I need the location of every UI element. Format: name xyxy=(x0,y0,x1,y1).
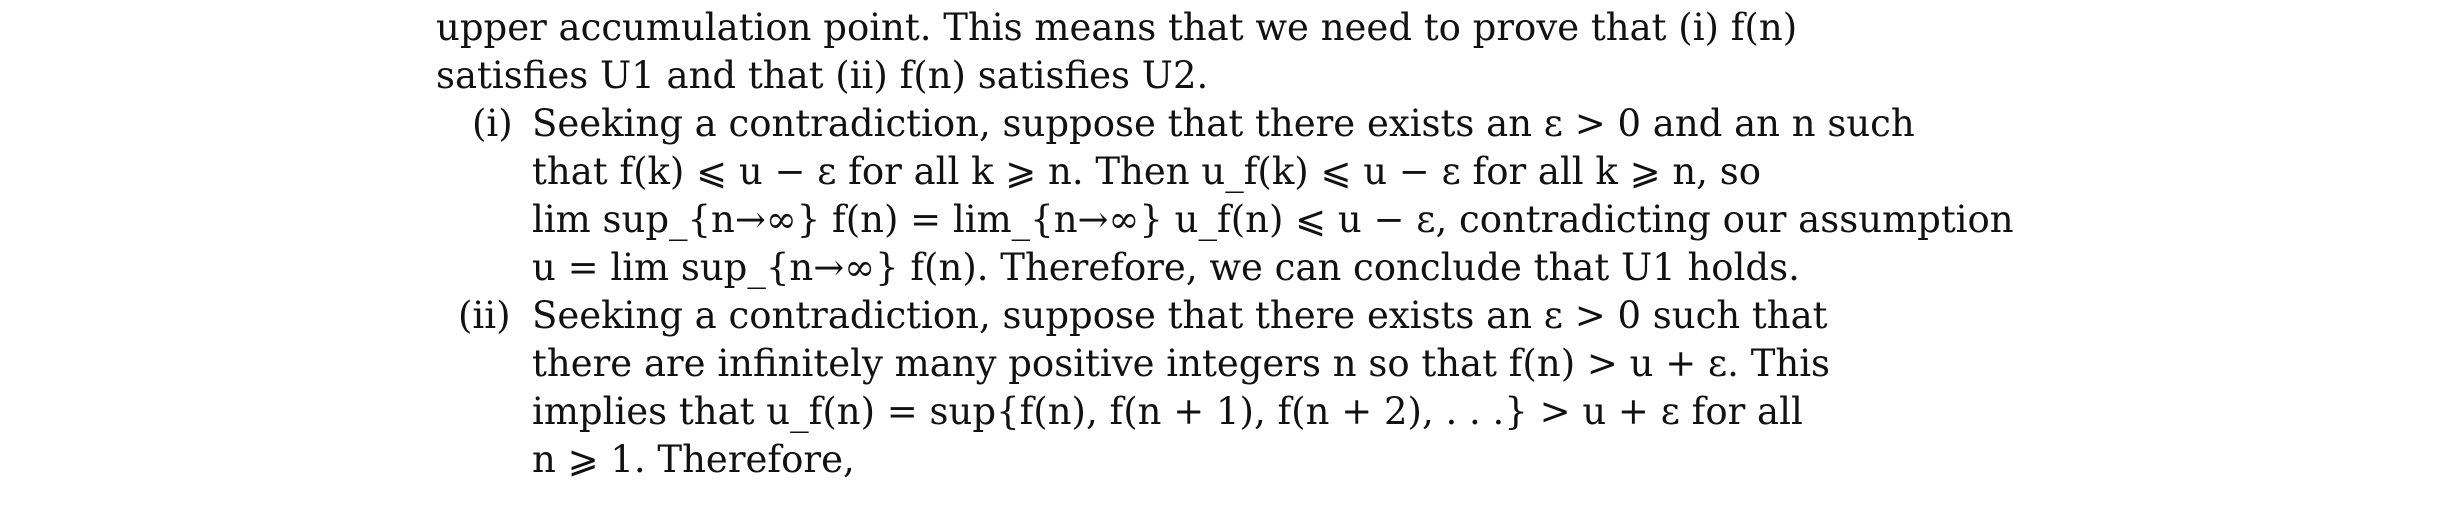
item-label-ii: (ii) xyxy=(458,294,511,337)
item-i-line-1: Seeking a contradiction, suppose that there exists an ε > 0 and an n such xyxy=(532,102,1915,145)
item-ii-line-2: there are infinitely many positive integers n so that f(n) > u + ε. This xyxy=(532,342,1831,385)
item-i-line-3: lim sup_{n→∞} f(n) = lim_{n→∞} u_f(n) ⩽ u − ε, contradicting our assumption xyxy=(532,198,2014,241)
item-ii-line-1: Seeking a contradiction, suppose that there exists an ε > 0 such that xyxy=(532,294,1828,337)
item-ii-line-4: n ⩾ 1. Therefore, xyxy=(532,438,855,481)
intro-line-2: satisfies U1 and that (ii) f(n) satisfies U2. xyxy=(436,54,1209,97)
item-i-line-2: that f(k) ⩽ u − ε for all k ⩾ n. Then u_f(k) ⩽ u − ε for all k ⩾ n, so xyxy=(532,150,1761,193)
intro-line-1: upper accumulation point. This means that we need to prove that (i) f(n) xyxy=(436,6,1798,49)
item-i-line-4: u = lim sup_{n→∞} f(n). Therefore, we can conclude that U1 holds. xyxy=(532,246,1800,289)
item-ii-line-3: implies that u_f(n) = sup{f(n), f(n + 1), f(n + 2), . . .} > u + ε for all xyxy=(532,390,1803,433)
item-label-i: (i) xyxy=(472,102,513,145)
